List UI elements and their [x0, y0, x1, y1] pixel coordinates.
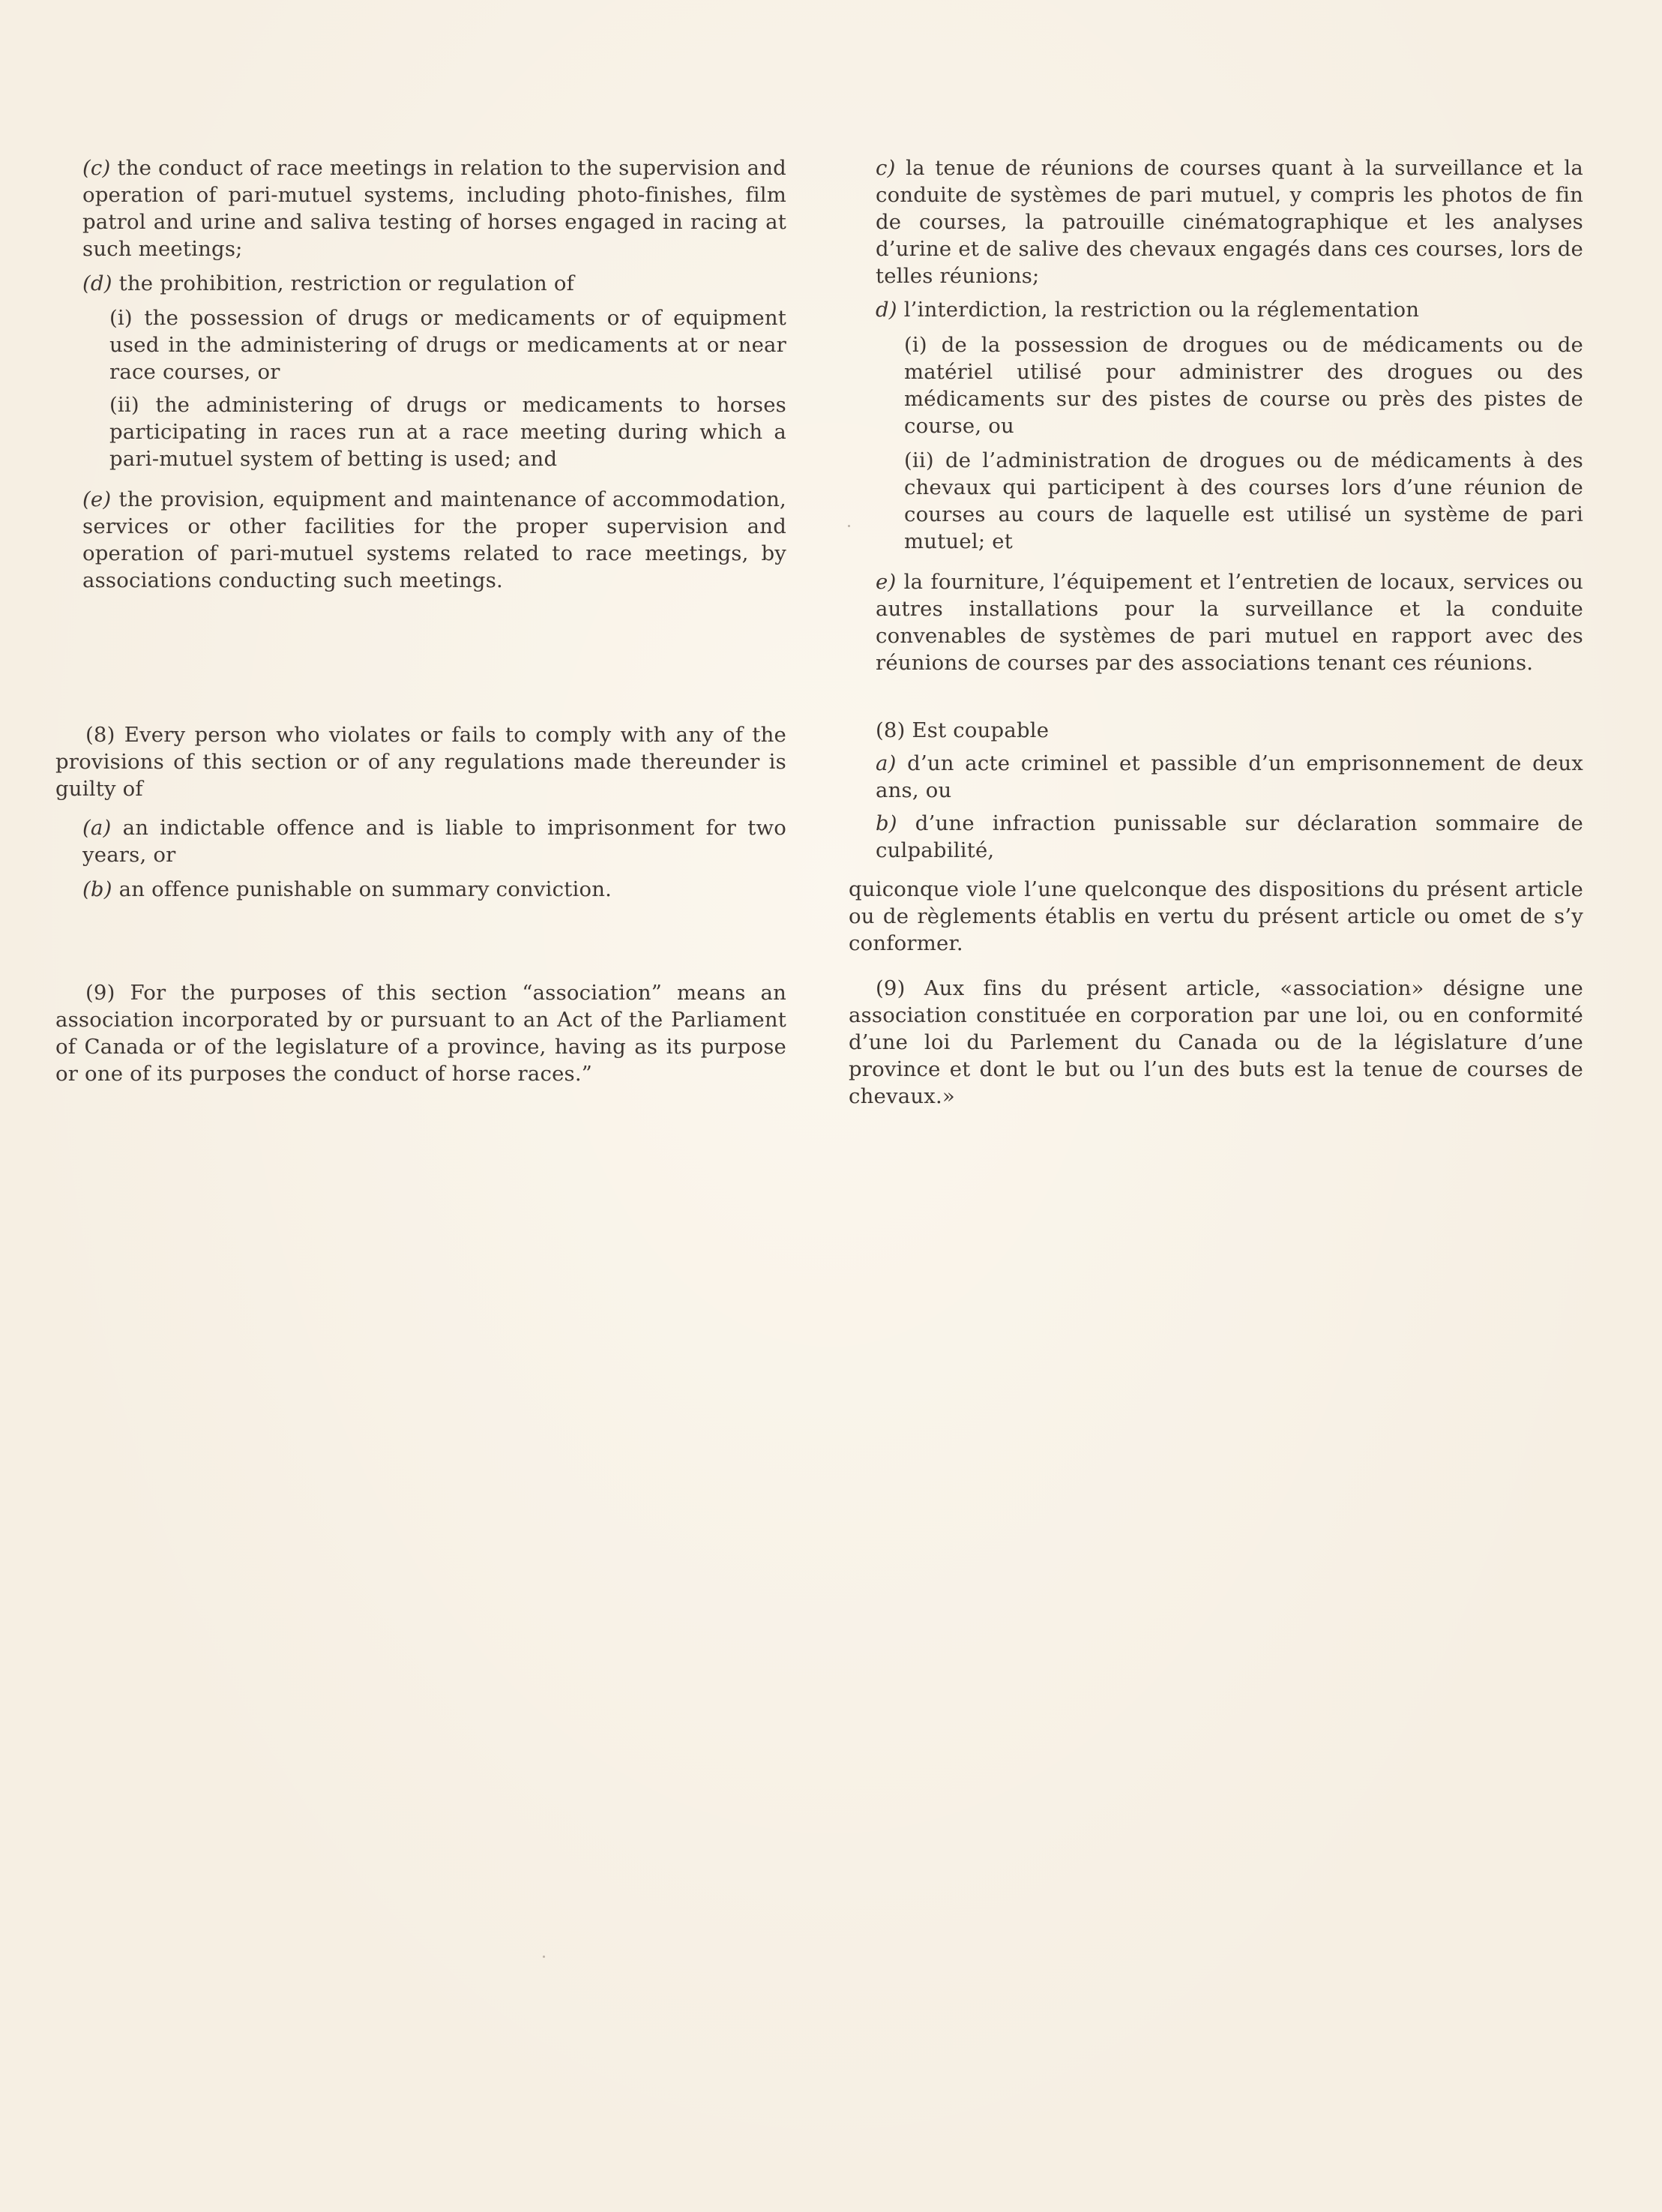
fr-marker-8b: b) [876, 811, 897, 835]
en-section-8 [55, 721, 786, 802]
fr-text-8b: d’une infraction punissable sur déclaration sommaire de culpabilité, [876, 811, 1583, 862]
en-text-d-ii: (ii) the administering of drugs or medicaments to horses participating in races run at a race meeting during which a pari-mutuel system of betting is used; and [109, 393, 786, 471]
en-paragraph-e [82, 486, 786, 594]
en-marker-d: (d) [82, 271, 112, 295]
fr-paragraph-8a [876, 750, 1583, 804]
paper-speck [848, 525, 850, 527]
fr-text-e: la fourniture, l’équipement et l’entretien de locaux, services ou autres installations pour la surveillance et la conduite convenables de systèmes de pari mutuel en rapport avec des réunions de courses par des associations tenant ces réunions. [876, 570, 1583, 675]
en-text-d-i: (i) the possession of drugs or medicaments or of equipment used in the administering of drugs or medicaments at or near race courses, or [109, 306, 786, 384]
en-paragraph-d-i [109, 304, 786, 385]
fr-paragraph-e [876, 568, 1583, 676]
en-text-section-8: (8) Every person who violates or fails to comply with any of the provisions of this section or of any regulations made thereunder is guilty of [55, 723, 786, 801]
fr-paragraph-c [876, 154, 1583, 289]
fr-marker-d: d) [876, 298, 897, 322]
en-text-8b: an offence punishable on summary conviction. [118, 877, 612, 901]
en-marker-e: (e) [82, 487, 112, 511]
en-marker-8b: (b) [82, 877, 112, 901]
fr-section-9 [849, 975, 1583, 1110]
en-text-section-9: (9) For the purposes of this section “association” means an association incorporated by or pursuant to an Act of the Parliament of Canada or of the legislature of a province, having as its purpose or one of its purposes the conduct of horse races.” [55, 981, 786, 1086]
fr-text-d: l’interdiction, la restriction ou la réglementation [903, 298, 1420, 322]
fr-text-c: la tenue de réunions de courses quant à la surveillance et la conduite de systèmes de pari mutuel, y compris les photos de fin de courses, la patrouille cinématographique et les analyses d’urine et de salive des chevaux engagés dans ces courses, lors de telles réunions; [876, 156, 1583, 288]
en-paragraph-d-ii [109, 391, 786, 472]
fr-text-section-8: (8) Est coupable [876, 718, 1050, 742]
fr-paragraph-d-i [904, 331, 1583, 439]
en-marker-c: (c) [82, 156, 111, 180]
fr-marker-e: e) [876, 570, 897, 594]
en-marker-8a: (a) [82, 816, 112, 840]
en-text-c: the conduct of race meetings in relation to the supervision and operation of pari-mutuel systems, including photo-finishes, film patrol and urine and saliva testing of horses engaged in racing at such meetings; [82, 156, 786, 261]
paper-speck [543, 1956, 545, 1958]
fr-section-8-tail [849, 876, 1583, 957]
en-paragraph-8b [82, 876, 786, 903]
fr-marker-c: c) [876, 156, 896, 180]
fr-marker-8a: a) [876, 751, 897, 775]
fr-text-d-ii: (ii) de l’administration de drogues ou de médicaments à des chevaux qui participent à des courses lors d’une réunion de courses au cours de laquelle est utilisé un système de pari mutuel; et [904, 448, 1583, 553]
en-text-d: the prohibition, restriction or regulation of [118, 271, 574, 295]
fr-section-8 [876, 717, 1583, 744]
fr-paragraph-d [876, 296, 1583, 323]
en-paragraph-d [82, 270, 786, 297]
fr-paragraph-d-ii [904, 447, 1583, 555]
fr-text-section-9: (9) Aux fins du présent article, «association» désigne une association constituée en corporation par une loi, ou en conformité d’une loi du Parlement du Canada ou de la législature d’une province et dont le but ou l’un des buts est la tenue de courses de chevaux.» [849, 976, 1583, 1108]
en-paragraph-8a [82, 814, 786, 868]
fr-paragraph-8b [876, 810, 1583, 864]
en-text-e: the provision, equipment and maintenance of accommodation, services or other facilities for the proper supervision and operation of pari-mutuel systems related to race meetings, by associations conducting such meetings. [82, 487, 786, 592]
en-paragraph-c [82, 154, 786, 262]
en-section-9 [55, 979, 786, 1087]
en-text-8a: an indictable offence and is liable to imprisonment for two years, or [82, 816, 786, 867]
fr-text-8a: d’un acte criminel et passible d’un emprisonnement de deux ans, ou [876, 751, 1583, 802]
fr-text-d-i: (i) de la possession de drogues ou de médicaments ou de matériel utilisé pour administrer des drogues ou des médicaments sur des pistes de course ou près des pistes de course, ou [904, 333, 1583, 438]
fr-text-section-8-tail: quiconque viole l’une quelconque des dispositions du présent article ou de règlements établis en vertu du présent article ou omet de s’y conformer. [849, 877, 1583, 955]
